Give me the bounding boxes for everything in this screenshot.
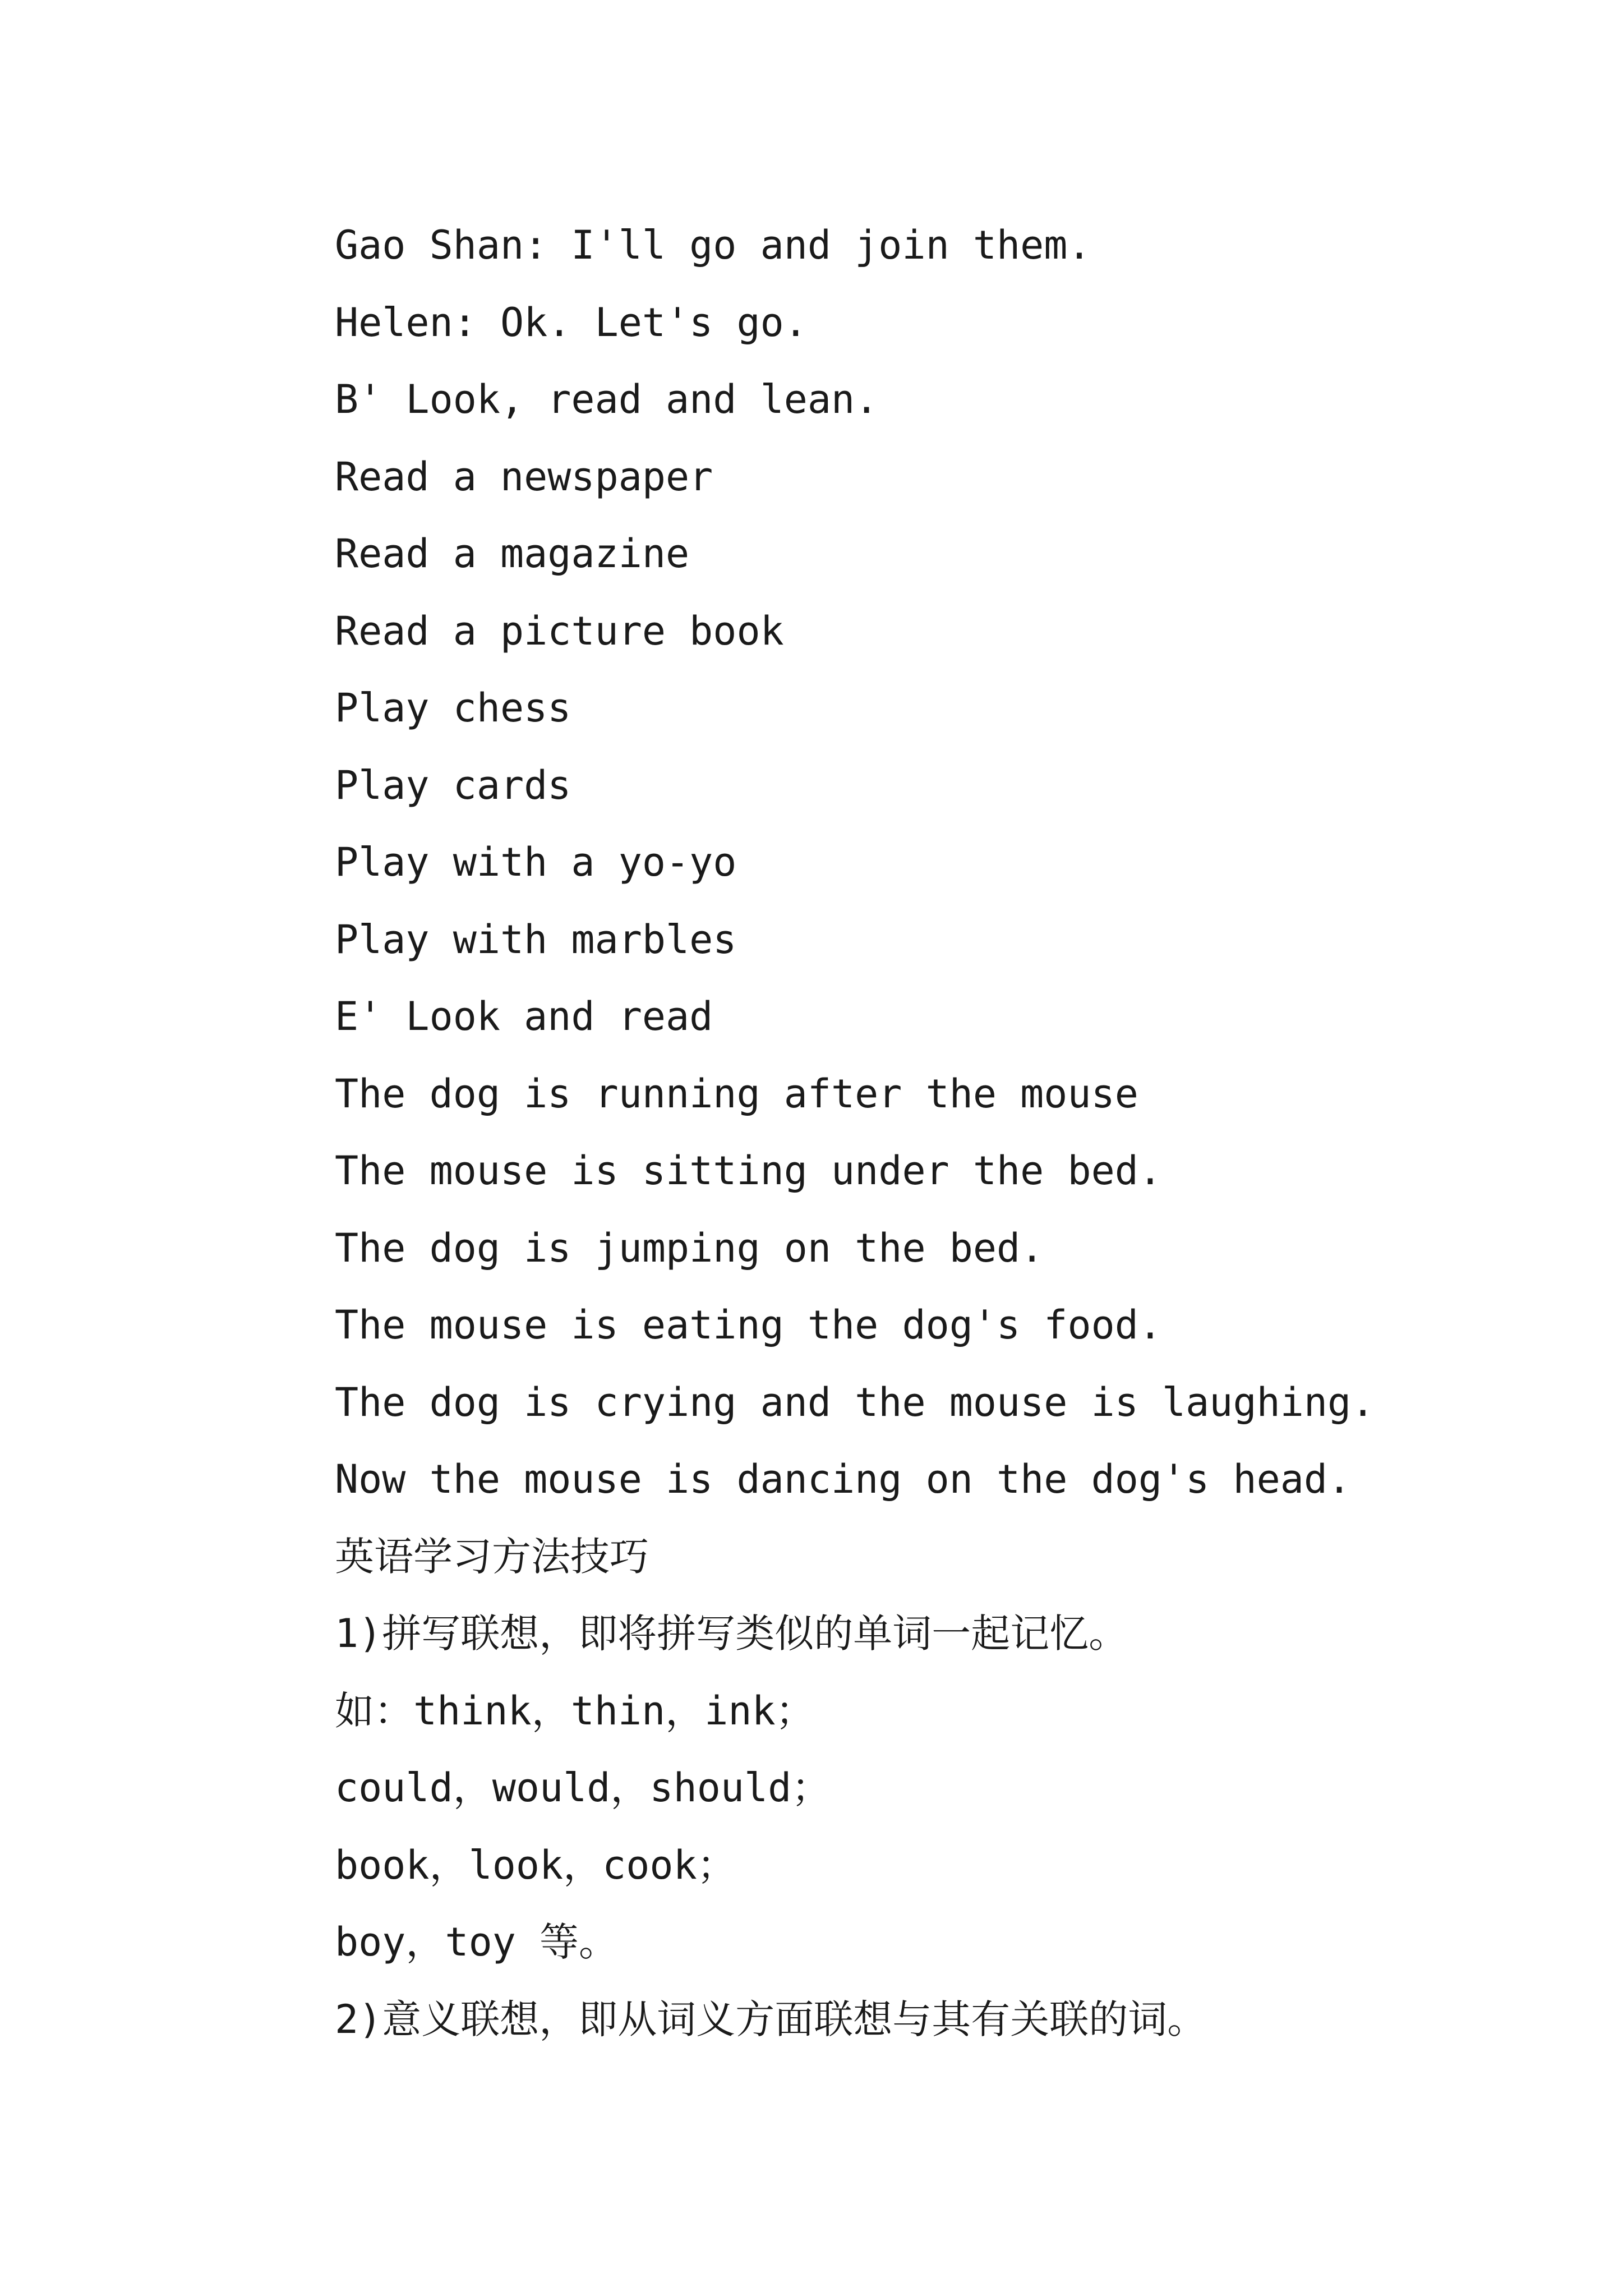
story-line: The dog is running after the mouse xyxy=(335,1070,1138,1117)
vocab-line: Read a magazine xyxy=(335,531,690,577)
vocab-line: Play chess xyxy=(335,685,571,731)
section-heading-e: E' Look and read xyxy=(335,993,713,1039)
tip-example-line: book，look，cook； xyxy=(335,1842,736,1888)
vocab-line: Read a picture book xyxy=(335,608,784,654)
vocab-line: Play with a yo-yo xyxy=(335,839,737,885)
tip-example-line: boy，toy 等。 xyxy=(335,1919,619,1965)
story-line: The dog is crying and the mouse is laughing. xyxy=(335,1379,1375,1425)
vocab-line: Read a newspaper xyxy=(335,453,713,500)
dialogue-line-gao-shan: Gao Shan: I'll go and join them. xyxy=(335,222,1091,268)
tip-example-line: 如：think，thin，ink； xyxy=(335,1687,815,1734)
document-text-body xyxy=(335,210,1569,2062)
tip-example-line: could，would，should； xyxy=(335,1765,831,1811)
story-line: The mouse is sitting under the bed. xyxy=(335,1148,1163,1194)
tip-item-1: 1)拼写联想，即将拼写类似的单词一起记忆。 xyxy=(335,1611,1128,1657)
tip-item-2: 2)意义联想，即从词义方面联想与其有关联的词。 xyxy=(335,1996,1207,2042)
story-line: Now the mouse is dancing on the dog's head. xyxy=(335,1456,1352,1502)
story-line: The dog is jumping on the bed. xyxy=(335,1225,1044,1271)
tips-heading: 英语学习方法技巧 xyxy=(335,1533,649,1580)
vocab-line: Play with marbles xyxy=(335,916,737,963)
vocab-line: Play cards xyxy=(335,762,571,808)
dialogue-line-helen: Helen: Ok. Let's go. xyxy=(335,299,808,346)
story-line: The mouse is eating the dog's food. xyxy=(335,1302,1163,1348)
section-heading-b: B' Look, read and lean. xyxy=(335,376,879,422)
